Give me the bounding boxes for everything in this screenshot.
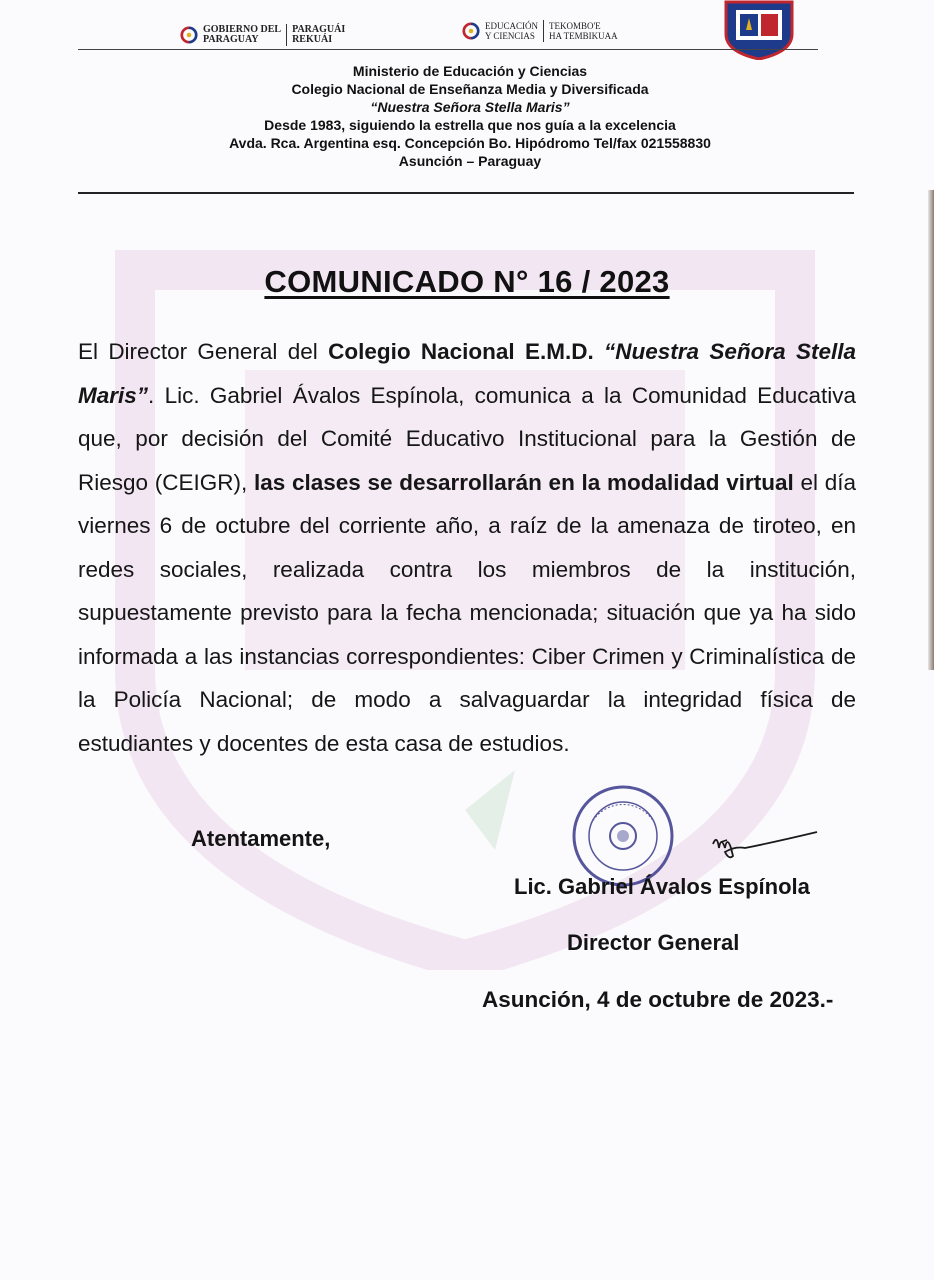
header-top-rule	[78, 49, 818, 50]
government-logo	[180, 24, 345, 46]
handwritten-signature	[705, 826, 820, 866]
header-bottom-rule	[78, 192, 854, 194]
closing-salutation: Atentamente,	[191, 826, 331, 851]
institution-header	[150, 62, 790, 170]
signatory-role: Director General	[567, 930, 740, 955]
gov-logo-left-text: GOBIERNO DEL PARAGUAY	[203, 24, 282, 45]
gov-logo-right-text: PARAGUÁI REKUÁI	[292, 24, 346, 45]
ministry-logo	[462, 20, 618, 42]
communique-body: El Director General del Colegio Nacional E.M.D. “Nuestra Señora Stella Maris”. Lic. Gabriel Ávalos Espínola, comunica a la Comunidad Educativa que, por decisión del Comité Educativo Institucional para la Gestión de Riesgo (CEIGR), las clases se desarrollarán en la modalidad virtual el día viernes 6 de octubre del corriente año, a raíz de la amenaza de tiroteo, en redes sociales, realizada contra los miembros de la institución, supuestamente previsto para la fecha mencionada; situación que ya ha sido informada a las instancias correspondientes: Ciber Crimen y Criminalística de la Policía Nacional; de modo a salvaguardar la integridad física de estudiantes y docentes de esta casa de estudios.	[78, 339, 856, 756]
school-full-name: Colegio Nacional de Enseñanza Media y Diversificada	[291, 81, 649, 97]
logo-divider	[543, 20, 544, 42]
official-stamp-icon	[571, 784, 675, 888]
school-address: Avda. Rca. Argentina esq. Concepción Bo. Hipódromo Tel/fax 021558830	[229, 135, 711, 151]
communique-title: COMUNICADO N° 16 / 2023	[264, 264, 670, 299]
school-crest-logo	[722, 0, 796, 60]
school-slogan: Desde 1983, siguiendo la estrella que nos guía a la excelencia	[264, 117, 676, 133]
mec-logo-left-text: EDUCACIÓN Y CIENCIAS	[485, 21, 538, 41]
paraguay-seal-icon	[180, 26, 198, 44]
school-motto-name: “Nuestra Señora Stella Maris”	[370, 99, 570, 115]
school-city: Asunción – Paraguay	[398, 153, 542, 169]
logo-divider	[286, 24, 287, 46]
document-date: Asunción, 4 de octubre de 2023.-	[482, 987, 834, 1012]
signatory-name: Lic. Gabriel Ávalos Espínola	[514, 874, 810, 899]
ministry-name: Ministerio de Educación y Ciencias	[352, 63, 588, 79]
page-edge-shadow	[928, 190, 934, 670]
mec-logo-right-text: TEKOMBO'E HA TEMBIKUAA	[549, 21, 618, 41]
paraguay-seal-icon	[462, 22, 480, 40]
